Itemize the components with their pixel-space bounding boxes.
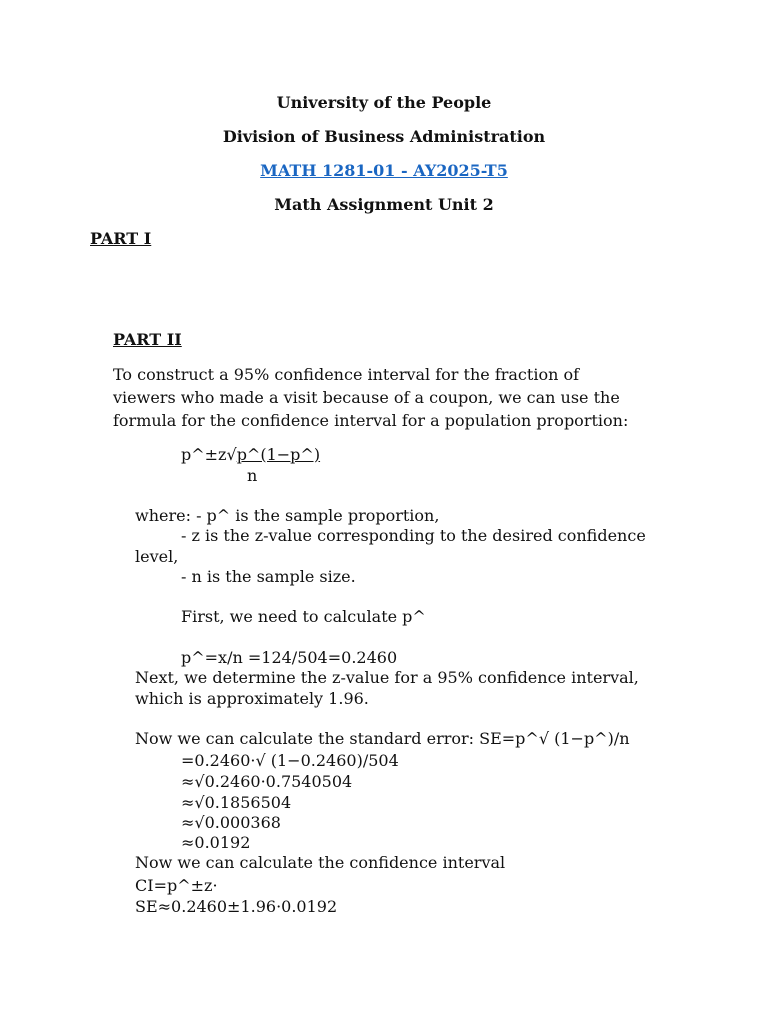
n-definition-line: - n is the sample size.	[181, 567, 356, 586]
formula-top	[181, 445, 320, 465]
university-title: University of the People	[276, 93, 492, 112]
z-value-line-continued: which is approximately 1.96.	[135, 689, 369, 708]
formula-numerator: p^(1−p^)	[236, 445, 321, 464]
formula-prefix: p^±z√	[181, 445, 237, 464]
z-definition-continued: level,	[135, 547, 179, 566]
intro-line: formula for the confidence interval for a population proportion:	[113, 411, 629, 430]
ci-result-line: SE≈0.2460±1.96·0.0192	[135, 897, 338, 916]
se-step: ≈0.0192	[181, 833, 251, 852]
part2-heading: PART II	[113, 330, 182, 349]
assignment-title: Math Assignment Unit 2	[274, 195, 494, 214]
se-step: ≈√0.000368	[181, 813, 281, 832]
intro-line: viewers who made a visit because of a coupon, we can use the	[113, 388, 620, 407]
course-link-row	[0, 161, 768, 181]
division-title: Division of Business Administration	[222, 127, 546, 146]
formula-denominator: n	[247, 466, 258, 485]
intro-paragraph	[113, 363, 683, 432]
part1-heading: PART I	[90, 229, 152, 248]
where-line: where: - p^ is the sample proportion,	[135, 506, 440, 525]
se-step: ≈√0.1856504	[181, 793, 292, 812]
course-link[interactable]: MATH 1281-01 - AY2025-T5	[260, 161, 508, 180]
p-hat-calculation: p^=x/n =124/504=0.2460	[181, 648, 398, 667]
ci-formula-line: CI=p^±z·	[135, 876, 218, 895]
se-step: ≈√0.2460·0.7540504	[181, 772, 353, 791]
se-step: =0.2460·√ (1−0.2460)/504	[181, 751, 399, 770]
intro-line: To construct a 95% confidence interval for the fraction of	[113, 365, 580, 384]
ci-intro-line: Now we can calculate the confidence interval	[135, 853, 506, 872]
z-value-line: Next, we determine the z-value for a 95% confidence interval,	[135, 668, 639, 687]
first-step-line: First, we need to calculate p^	[181, 607, 426, 626]
standard-error-line: Now we can calculate the standard error: SE=p^√ (1−p^)/n	[135, 729, 630, 748]
z-definition-line: - z is the z-value corresponding to the desired confidence	[181, 526, 646, 545]
